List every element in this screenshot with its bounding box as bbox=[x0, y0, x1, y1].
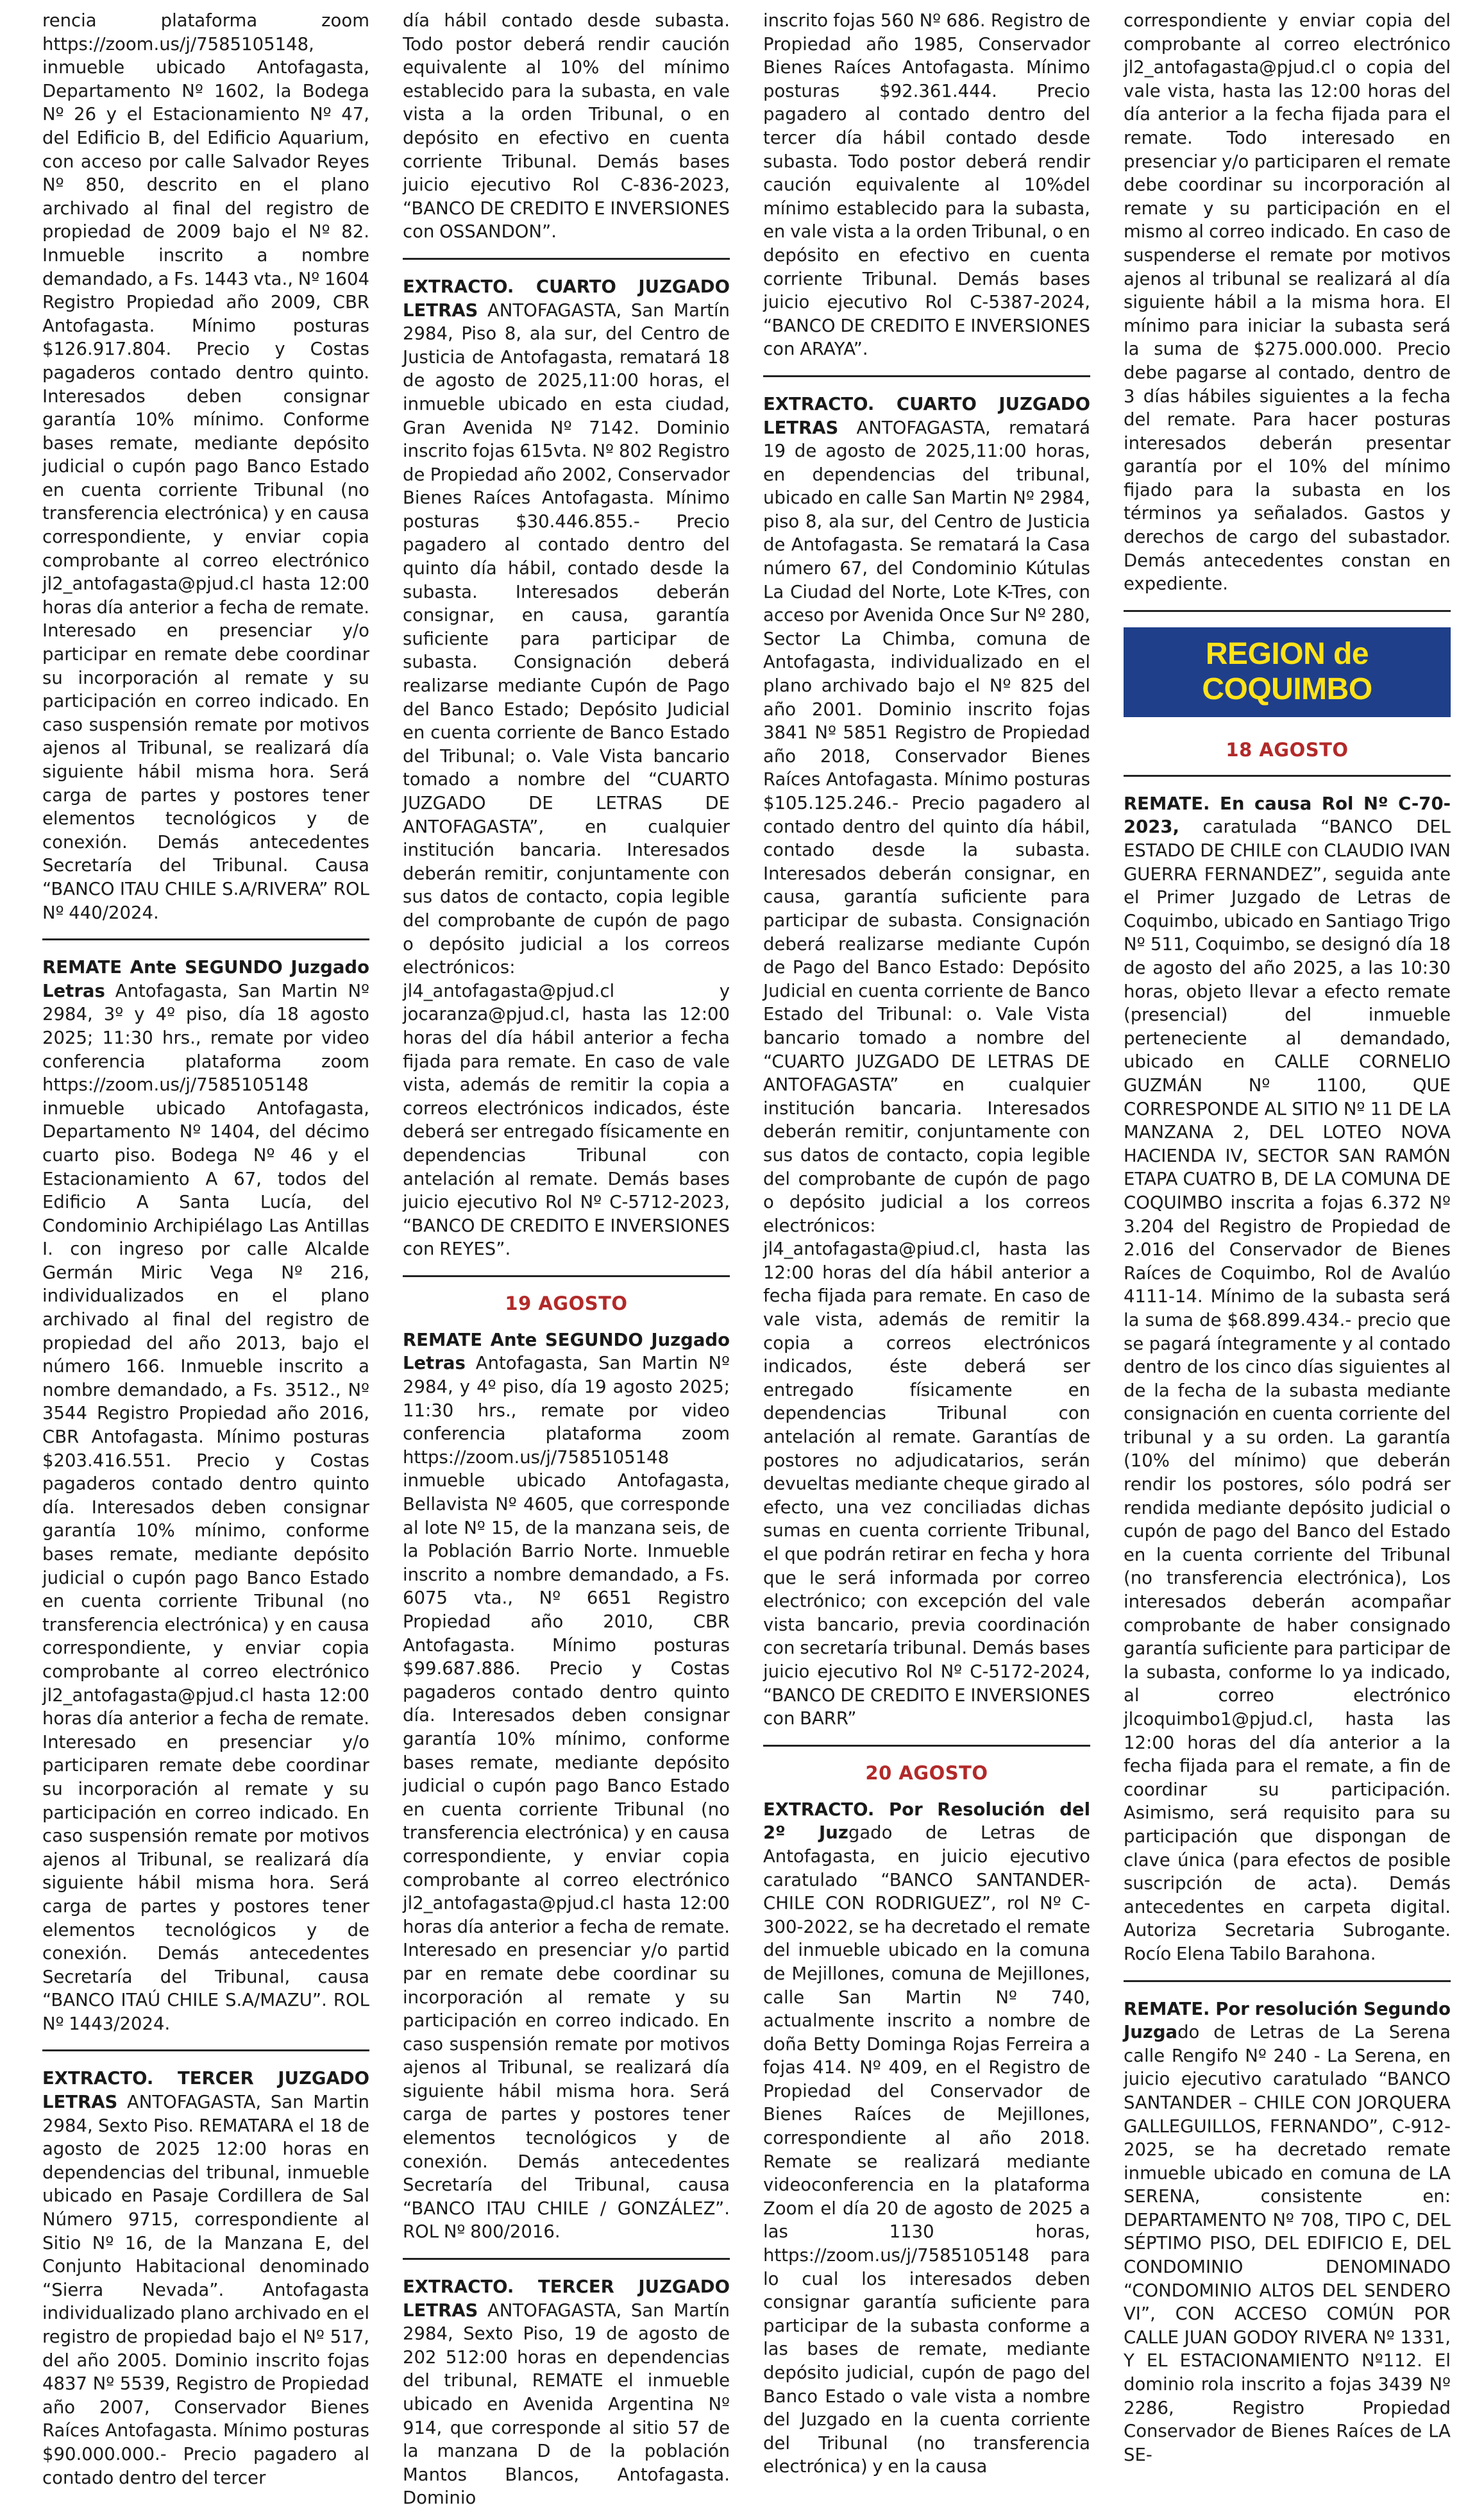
column-4 bbox=[1124, 9, 1451, 2465]
notice-heading: EXTRACTO. CUARTO JUZGADO LETRAS bbox=[763, 393, 1090, 438]
notice-continuation bbox=[403, 9, 730, 244]
notice-heading: EXTRACTO. TERCER JUZGADO LETRAS bbox=[403, 2277, 730, 2321]
column-3 bbox=[763, 9, 1090, 2477]
notice-body: gado de Letras de Antofagasta, en juicio ejecutivo caratulado “BANCO SANTANDER-CHILE CON RODRIGUEZ”, rol Nº C-300-2022, se ha decretado el remate del inmueble ubicado en la comuna de Mejillones, comuna de Mejillones, calle San Martin Nº 740, actualmente inscrito a nombre de doña Betty Dominga Rojas Ferreira a fojas 414. Nº 409, en el Registro de Propiedad del Conservador de Bienes Raíces de Mejillones, correspondiente al año 2018. Remate se realizará mediante videoconferencia en la plataforma Zoom el día 20 de agosto de 2025 a las 1130 horas, https://zoom.us/j/7585105148 para lo cual los interesados deben consignar garantía suficiente para participar de la subasta conforme a las bases de remate, mediante depósito judicial, cupón de pago del Banco Estado o vale vista a nombre del Juzgado en la cuenta corriente del Tribunal (no transferencia electrónica) y en la causa bbox=[763, 1822, 1090, 2477]
notice-body: ANTOFAGASTA, rematará 19 de agosto de 2025,11:00 horas, en dependencias del tribunal, ubicado en calle San Martin Nº 2984, piso 8, ala sur, del Centro de Justicia de Antofagasta. Se rematará la Casa número 67, del Condominio Kútulas La Ciudad del Norte, Lote K-Tres, con acceso por Avenida Once Sur Nº 280, Sector La Chimba, comuna de Antofagasta, individualizado en el plano archivado bajo el Nº 825 del año 2001. Dominio inscrito fojas 3841 Nº 5851 Registro de Propiedad año 2018, Conservador Bienes Raíces Antofagasta. Mínimo posturas $105.125.246.- Precio pagadero al contado dentro del quinto día hábil, contado desde la subasta. Interesados deberán consignar, en causa, garantía suficiente para participar de subasta. Consignación deberá realizarse mediante Cupón de Pago del Banco Estado: Depósito Judicial en cuenta corriente de Banco Estado del Tribunal: o. Vale Vista bancario tomado a nombre del “CUARTO JUZGADO DE LETRAS DE ANTOFAGASTA” en cualquier institución bancaria. Interesados deberán remitir, conjuntamente con sus datos de contacto, copia legible del comprobante de cupón de pago o depósito judicial a los correos electrónicos: jl4_antofagasta@piud.cl, hasta las 12:00 horas del día hábil anterior a fecha fijada para remate. En caso de vale vista, además de remitir la copia a correos electrónicos indicados, éste deberá ser entregado físicamente en dependencias Tribunal con antelación al remate. Garantías de postores no adjudicatarios, serán devueltas mediante cheque girado al efecto, una vez conciliadas dichas sumas en cuenta corriente Tribunal, el que podrán retirar en fecha y hora que le será informada por correo electrónico; con excepción del vale vista bancario, previa coordinación con secretaría tribunal. Demás bases juicio ejecutivo Rol Nº C-5172-2024, “BANCO DE CREDITO E INVERSIONES con BARR” bbox=[763, 417, 1090, 1729]
notice-body: ANTOFAGASTA, San Martín 2984, Sexto Piso, 19 de agosto de 202 512:00 horas en dependencias del tribunal, REMATE el inmueble ubicado en Avenida Argentina Nº 914, que corresponde al sitio 57 de la manzana D de la población Mantos Blancos, Antofagasta. Dominio bbox=[403, 2300, 730, 2509]
notice-divider bbox=[1124, 775, 1451, 777]
notice-continuation bbox=[763, 9, 1090, 361]
notice-body: rencia plataforma zoom https://zoom.us/j/7585105148, inmueble ubicado Antofagasta, Departamento Nº 1602, la Bodega Nº 26 y el Estacionamiento Nº 47, del Edificio B, del Edificio Aquarium, con acceso por calle Salvador Reyes Nº 850, descrito en el plano archivado al final del registro de propiedad de 2009 bajo el Nº 82. Inmueble inscrito a nombre demandado, a Fs. 1443 vta., Nº 1604 Registro Propiedad año 2009, CBR Antofagasta. Mínimo posturas $126.917.804. Precio y Costas pagaderos contado dentro quinto. Interesados deben consignar garantía 10% mínimo. Conforme bases remate, mediante depósito judicial o cupón pago Banco Estado en cuenta corriente Tribunal (no transferencia electrónica) y en causa correspondiente, y enviar copia comprobante al correo electrónico jl2_antofagasta@pjud.cl hasta 12:00 horas día anterior a fecha de remate. Interesado en presenciar y/o participar en remate debe coordinar su incorporación al remate y su participación en correo indicado. En caso suspensión remate por motivos ajenos al Tribunal, se realizará día siguiente hábil misma hora. Será carga de partes y postores tener elementos tecnológicos y de conexión. Demás antecedentes Secretaría del Tribunal. Causa “BANCO ITAU CHILE S.A/RIVERA” ROL Nº 440/2024. bbox=[42, 10, 369, 923]
column-2 bbox=[403, 9, 730, 2509]
notice-divider bbox=[42, 938, 369, 940]
notice-heading: REMATE. Por resolución Segundo Juzga bbox=[1124, 1998, 1451, 2043]
notice-divider bbox=[42, 2049, 369, 2051]
region-banner: REGION de COQUIMBO bbox=[1124, 627, 1451, 717]
notice-body: Antofagasta, San Martin Nº 2984, y 4º piso, día 19 agosto 2025; 11:30 hrs., remate por video conferencia plataforma zoom https://zoom.us/j/7585105148 inmueble ubicado Antofagasta, Bellavista Nº 4605, que corresponde al lote Nº 15, de la manzana seis, de la Población Barrio Norte. Inmueble inscrito a nombre demandado, a Fs. 6075 vta., Nº 6651 Registro Propiedad año 2010, CBR Antofagasta. Mínimo posturas $99.687.886. Precio y Costas pagaderos contado dentro quinto día. Interesados deben consignar garantía 10% mínimo, conforme bases remate, mediante depósito judicial o cupón pago Banco Estado en cuenta corriente Tribunal (no transferencia electrónica) y en causa correspondiente, y enviar copia comprobante al correo electrónico jl2_antofagasta@pjud.cl hasta 12:00 horas día anterior a fecha de remate. Interesado en presenciar y/o partid par en remate debe coordinar su incorporación al remate y su participación en correo indicado. En caso suspensión remate por motivos ajenos al Tribunal, se realizará día siguiente hábil misma hora. Será carga de partes y postores tener elementos tecnológicos y de conexión. Demás antecedentes Secretaría del Tribunal, causa “BANCO ITAU CHILE / GONZÁLEZ”. ROL Nº 800/2016. bbox=[403, 1353, 730, 2243]
notice bbox=[42, 956, 369, 2035]
notice-heading: EXTRACTO. CUARTO JUZGADO LETRAS bbox=[403, 276, 730, 321]
notice-heading: REMATE Ante SEGUNDO Juzgado Letras bbox=[403, 1329, 730, 1374]
notice-divider bbox=[403, 258, 730, 260]
notice-body: caratulada “BANCO DEL ESTADO DE CHILE con CLAUDIO IVAN GUERRA FERNANDEZ”, seguida ante el Primer Juzgado de Letras de Coquimbo, ubicado en Santiago Trigo Nº 511, Coquimbo, se designó día 18 de agosto del año 2025, a las 10:30 horas, objeto llevar a efecto remate (presencial) del inmueble perteneciente al demandado, ubicado en CALLE CORNELIO GUZMÁN Nº 1100, QUE CORRESPONDE AL SITIO Nº 11 DE LA MANZANA 2, DEL LOTEO NOVA HACIENDA IV, SECTOR SAN RAMÓN ETAPA CUATRO B, DE LA COMUNA DE COQUIMBO inscrita a fojas 6.372 Nº 3.204 del Registro de Propiedad de 2.016 del Conservador de Bienes Raíces de Coquimbo, Rol de Avalúo 4111-14. Mínimo de la subasta será la suma de $68.899.434.- precio que se pagará íntegramente y al contado dentro de los cinco días siguientes al de la fecha de la subasta mediante consignación en cuenta corriente del tribunal y a su orden. La garantía (10% del mínimo) que deberán rendir los postores, sólo podrá ser rendida mediante depósito judicial o cupón de pago del Banco del Estado en la cuenta corriente del Tribunal (no transferencia electrónica), Los interesados deberán acompañar comprobante de haber consignado garantía suficiente para participar de la subasta, conforme lo ya indicado, al correo electrónico jlcoquimbo1@pjud.cl, hasta las 12:00 horas del día anterior a la fecha fijada para el remate, a fin de coordinar su participación. Asimismo, será requisito para su participación que dispongan de clave única (para efectos de posible suscripción de acta). Demás antecedentes en carpeta digital. Autoriza Secretaria Subrogante. Rocío Elena Tabilo Barahona. bbox=[1124, 817, 1451, 1964]
notice-heading: REMATE Ante SEGUNDO Juzgado Letras bbox=[42, 957, 369, 1001]
notice bbox=[1124, 792, 1451, 1966]
notice-body: inscrito fojas 560 Nº 686. Registro de Propiedad año 1985, Conservador Bienes Raíces Antofagasta. Mínimo posturas $92.361.444. Precio pagadero al contado dentro del tercer día hábil contado desde subasta. Todo postor deberá rendir caución equivalente al 10%del mínimo establecido para la subasta, en vale vista a la orden Tribunal, o en depósito en efectivo en cuenta corriente Tribunal. Demás bases juicio ejecutivo Rol C-5387-2024, “BANCO DE CREDITO E INVERSIONES con ARAYA”. bbox=[763, 10, 1090, 360]
notice-body: ANTOFAGASTA, San Martín 2984, Piso 8, ala sur, del Centro de Justicia de Antofagasta, rematará 18 de agosto de 2025,11:00 horas, el inmueble ubicado en esta ciudad, Gran Avenida Nº 7142. Dominio inscrito fojas 615vta. Nº 802 Registro de Propiedad año 2002, Conservador Bienes Raíces Antofagasta. Mínimo posturas $30.446.855.- Precio pagadero al contado dentro del quinto día hábil, contado desde la subasta. Interesados deberán consignar, en causa, garantía suficiente para participar de subasta. Consignación deberá realizarse mediante Cupón de Pago del Banco Estado; Depósito Judicial en cuenta corriente de Banco Estado del Tribunal; o. Vale Vista bancario tomado a nombre del “CUARTO JUZGADO DE LETRAS DE ANTOFAGASTA”, en cualquier institución bancaria. Interesados deberán remitir, conjuntamente con sus datos de contacto, copia legible del comprobante de cupón de pago o depósito judicial a los correos electrónicos: jl4_antofagasta@pjud.cl y jocaranza@pjud.cl, hasta las 12:00 horas del día hábil anterior a fecha fijada para remate. En caso de vale vista, además de remitir la copia a correos electrónicos indicados, éste deberá ser entregado físicamente en dependencias Tribunal con antelación al remate. Demás bases juicio ejecutivo Rol Nº C-5712-2023, “BANCO DE CREDITO E INVERSIONES con REYES”. bbox=[403, 300, 730, 1260]
notice bbox=[403, 275, 730, 1261]
notice-body: do de Letras de La Serena calle Rengifo Nº 240 - La Serena, en juicio ejecutivo caratulado “BANCO SANTANDER – CHILE CON JORQUERA GALLEGUILLOS, FERNANDO”, C-912-2025, se ha decretado remate inmueble ubicado en comuna de LA SERENA, consistente en: DEPARTAMENTO Nº 708, TIPO C, DEL SÉPTIMO PISO, DEL EDIFICIO E, DEL CONDOMINIO DENOMINADO “CONDOMINIO ALTOS DEL SENDERO VI”, CON ACCESO COMÚN POR CALLE JUAN GODOY RIVERA Nº 1331, Y EL ESTACIONAMIENTO Nº112. El dominio rola inscrito a fojas 3439 Nº 2286, Registro Propiedad Conservador de Bienes Raíces de LA SE- bbox=[1124, 2022, 1451, 2465]
notice-body: correspondiente y enviar copia del comprobante al correo electrónico jl2_antofagasta@pjud.cl o copia del vale vista, hasta las 12:00 horas del día anterior a la fecha fijada para el remate. Todo interesado en presenciar y/o participaren el remate debe coordinar su incorporación al remate y su participación en el mismo al correo indicado. En caso de suspenderse el remate por motivos ajenos al tribunal se realizará al día siguiente hábil a la misma hora. El mínimo para iniciar la subasta será la suma de $275.000.000. Precio debe pagarse al contado, dentro de 3 días hábiles siguientes a la fecha del remate. Para hacer posturas interesados deberán presentar garantía por el 10% del mínimo fijado para la subasta en los términos ya señalados. Gastos y derechos de cargo del subastador. Demás antecedentes constan en expediente. bbox=[1124, 10, 1451, 595]
notice-heading: EXTRACTO. Por Resolución del 2º Juz bbox=[763, 1799, 1090, 1844]
notice-body: ANTOFAGASTA, San Martin 2984, Sexto Piso. REMATARA el 18 de agosto de 2025 12:00 horas en dependencias del tribunal, inmueble ubicado en Pasaje Cordillera de Sal Número 9715, correspondiente al Sitio Nº 16, de la Manzana E, del Conjunto Habitacional denominado “Sierra Nevada”. Antofagasta individualizado plano archivado en el registro de propiedad bajo el Nº 517, del año 2005. Dominio inscrito fojas 4837 Nº 5539, Registro de Propiedad año 2007, Conservador Bienes Raíces Antofagasta. Mínimo posturas $90.000.000.- Precio pagadero al contado dentro del tercer bbox=[42, 2092, 369, 2488]
notice-divider bbox=[403, 1275, 730, 1277]
notice-heading: REMATE. En causa Rol Nº C-70-2023, bbox=[1124, 793, 1451, 838]
notice bbox=[403, 1328, 730, 2244]
notice-divider bbox=[403, 2258, 730, 2260]
date-heading: 19 AGOSTO bbox=[505, 1292, 628, 1314]
date-heading: 20 AGOSTO bbox=[865, 1761, 988, 1784]
notice-heading: EXTRACTO. TERCER JUZGADO LETRAS bbox=[42, 2068, 369, 2113]
notice-divider bbox=[1124, 1980, 1451, 1982]
notice-divider bbox=[763, 375, 1090, 377]
column-1 bbox=[42, 9, 369, 2488]
notice bbox=[403, 2275, 730, 2510]
notice bbox=[763, 393, 1090, 1731]
notice-body: Antofagasta, San Martin Nº 2984, 3º y 4º piso, día 18 agosto 2025; 11:30 hrs., remate por video conferencia plataforma zoom https://zoom.us/j/7585105148 inmueble ubicado Antofagasta, Departamento Nº 1404, del décimo cuarto piso. Bodega Nº 46 y el Estacionamiento A 67, todos del Edificio A Santa Lucía, del Condominio Archipiélago Las Antillas I. con ingreso por calle Alcalde Germán Miric Vega Nº 216, individualizados en el plano archivado al final del registro de propiedad del año 2013, bajo el número 166. Inmueble inscrito a nombre demandado, a Fs. 3512., Nº 3544 Registro Propiedad año 2016, CBR Antofagasta. Mínimo posturas $203.416.551. Precio y Costas pagaderos contado dentro quinto día. Interesados deben consignar garantía 10% mínimo, conforme bases remate, mediante depósito judicial o cupón pago Banco Estado en cuenta corriente Tribunal (no transferencia electrónica) y en causa correspondiente, y enviar copia comprobante al correo electrónico jl2_antofagasta@pjud.cl hasta 12:00 horas día anterior a fecha de remate. Interesado en presenciar y/o participaren remate debe coordinar su incorporación al remate y su participación en correo indicado. En caso suspensión remate por motivos ajenos al Tribunal, se realizará día siguiente hábil misma hora. Será carga de partes y postores tener elementos tecnológicos y de conexión. Demás antecedentes Secretaría del Tribunal, causa “BANCO ITAÚ CHILE S.A/MAZU”. ROL Nº 1443/2024. bbox=[42, 980, 369, 2034]
notice-continuation bbox=[1124, 9, 1451, 596]
notice bbox=[763, 1798, 1090, 2479]
notice bbox=[42, 2067, 369, 2489]
notice bbox=[1124, 1997, 1451, 2467]
date-heading: 18 AGOSTO bbox=[1226, 738, 1349, 761]
notice-continuation bbox=[42, 9, 369, 924]
notice-divider bbox=[763, 1745, 1090, 1747]
notice-body: día hábil contado desde subasta. Todo postor deberá rendir caución equivalente al 10% del mínimo establecido para la subasta, en vale vista a la orden Tribunal, o en depósito en efectivo en cuenta corriente Tribunal. Demás bases juicio ejecutivo Rol C-836-2023, “BANCO DE CREDITO E INVERSIONES con OSSANDON”. bbox=[403, 10, 730, 242]
notice-divider bbox=[1124, 610, 1451, 612]
